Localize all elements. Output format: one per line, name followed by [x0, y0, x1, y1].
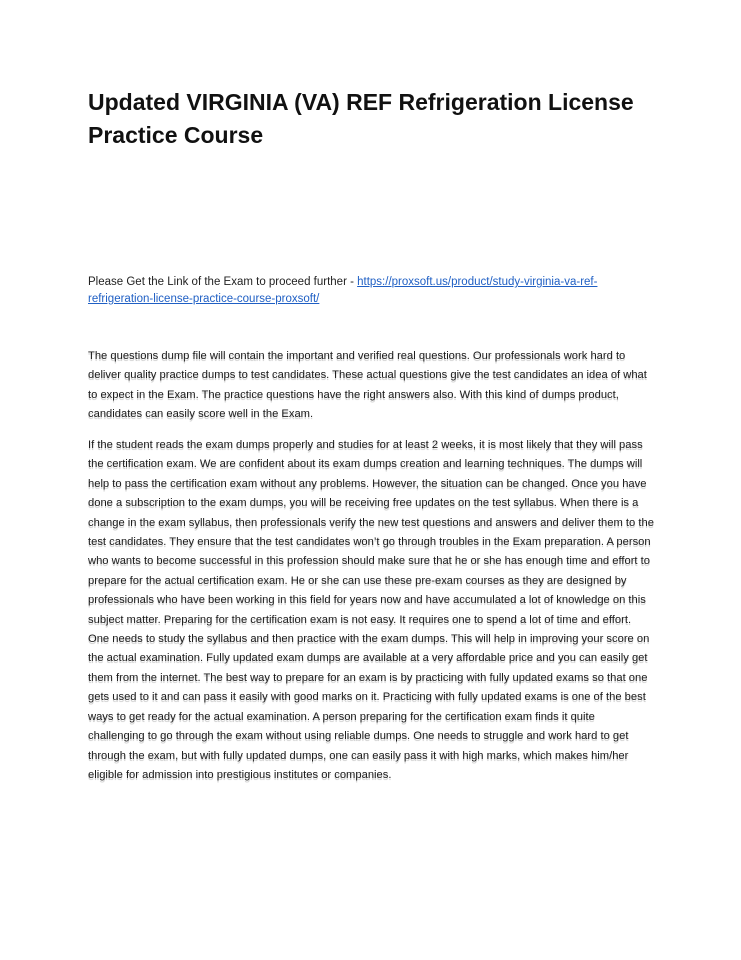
exam-link-paragraph [88, 274, 658, 308]
body-paragraph-1: The questions dump file will contain the important and verified real questions. Our professionals work hard to deliver quality practice dumps to test candidates. These actual questions give the test candidates an idea of what to expect in the Exam. The practice questions have the right answers also. With this kind of dumps product, candidates can easily score well in the Exam. [88, 350, 647, 421]
link-prefix-text: Please Get the Link of the Exam to proceed further - [88, 276, 358, 288]
page-title: Updated VIRGINIA (VA) REF Refrigeration License Practice Course [88, 89, 634, 148]
exam-link[interactable]: https://proxsoft.us/product/study-virginia-va-ref-refrigeration-license-practice-course-proxsoft/ [88, 276, 598, 305]
body-paragraph-2: If the student reads the exam dumps properly and studies for at least 2 weeks, it is most likely that they will pass the certification exam. We are confident about its exam dumps creation and learning techniques. The dumps will help to pass the certification exam without any problems. However, the situation can be changed. Once you have done a subscription to the exam dumps, you will be receiving free updates on the test syllabus. When there is a change in the exam syllabus, then professionals verify the new test questions and answers and deliver them to the test candidates. They ensure that the test candidates won’t go through troubles in the Exam preparation. A person who wants to become successful in this profession should make sure that he or she has enough time and effort to prepare for the actual certification exam. He or she can use these pre-exam courses as they are designed by professionals who have been working in this field for years now and have accumulated a lot of knowledge on this subject matter. Preparing for the certification exam is not easy. It requires one to spend a lot of time and effort. One needs to study the syllabus and then practice with the exam dumps. This will help in improving your score on the actual examination. Fully updated exam dumps are available at a very affordable price and you can easily get them from the internet. The best way to prepare for an exam is by practicing with fully updated exams so that one gets used to it and can pass it easily with good marks on it. Practicing with fully updated exams is one of the best ways to get ready for the actual examination. A person preparing for the certification exam finds it quite challenging to go through the exam without using reliable dumps. One needs to struggle and work hard to get through the exam, but with fully updated dumps, one can easily pass it with high marks, which makes him/her eligible for admission into prestigious institutes or companies. [88, 439, 654, 781]
